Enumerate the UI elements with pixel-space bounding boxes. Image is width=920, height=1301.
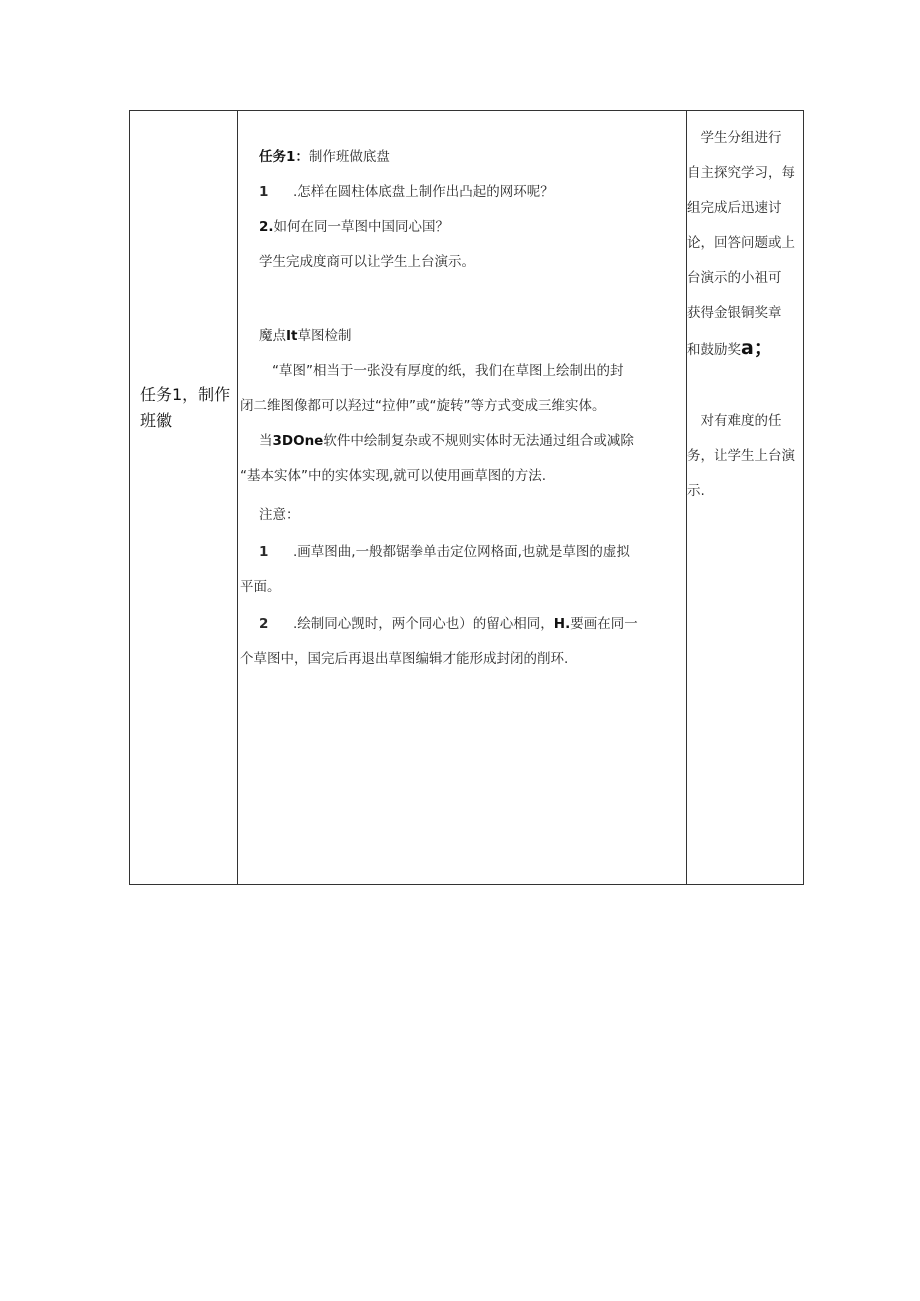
question-2-number: 2.	[259, 219, 274, 235]
note-label: 注意：	[259, 507, 300, 523]
activity-last-text: 和鼓励奖	[687, 342, 741, 358]
paragraph-2-pre: 当	[259, 433, 273, 449]
activity-line: 务，让学生上台演	[687, 448, 795, 464]
section-heading	[259, 324, 351, 344]
question-2	[259, 215, 449, 235]
activity-line: 台演示的小祖可	[687, 270, 782, 286]
note-2-text-bold: H.	[553, 616, 571, 632]
task-heading	[259, 145, 390, 165]
activity-line: 对有难度的任	[687, 413, 782, 429]
activity-cell	[687, 111, 803, 884]
section-heading-bold: It	[286, 328, 298, 344]
note-2-number: 2	[259, 616, 269, 632]
paragraph-2-post: 软件中绘制复杂或不规则实体时无法通过组合或减除	[323, 433, 634, 449]
activity-line: 论，回答问题或上	[687, 235, 795, 251]
students-line: 学生完成度商可以让学生上台演示。	[259, 254, 475, 270]
note-2-line-1	[259, 612, 638, 632]
content-cell	[238, 111, 687, 884]
activity-line-last	[687, 331, 803, 368]
activity-last-mark: a；	[741, 337, 773, 359]
lesson-table	[129, 110, 804, 885]
note-2-line-2: 个草图中，国完后再退出草图编辑才能形成封闭的削环.	[240, 651, 569, 667]
paragraph-2-line-2: “基本实体”中的实体实现,就可以使用画草图的方法.	[240, 468, 547, 484]
activity-paragraph-2	[687, 404, 803, 509]
activity-line: 自主探究学习，每	[687, 165, 795, 181]
note-1-line-2: 平面。	[240, 579, 281, 595]
note-2-text-post: 要画在同一	[570, 616, 638, 632]
paragraph-1-line-2: 闭二维图像都可以羟过“拉伸”或“旋转”等方式变成三维实体。	[240, 398, 606, 414]
activity-line: 获得金银铜奖章	[687, 305, 782, 321]
note-1-line-1	[259, 540, 630, 560]
task-title: 任务1，制作班徽	[140, 385, 231, 430]
task-text: 制作班做底盘	[308, 149, 390, 165]
activity-line: 示.	[687, 483, 705, 499]
section-heading-post: 草图检制	[297, 328, 352, 344]
question-2-text: 如何在同一草图中国同心国？	[273, 219, 450, 235]
note-2-text-pre: .绘制同心觊时，两个同心也）的留心相同，	[293, 616, 554, 632]
question-1-number: 1	[259, 184, 269, 200]
note-1-number: 1	[259, 544, 269, 560]
task-label: 任务1：	[259, 149, 309, 165]
paragraph-1-line-1: “草图”相当于一张没有厚度的纸，我们在草图上绘制出的封	[272, 363, 624, 379]
section-heading-pre: 魔点	[259, 328, 286, 344]
activity-line: 组完成后迅速讨	[687, 200, 782, 216]
question-1	[259, 180, 554, 200]
paragraph-2-line-1	[259, 429, 634, 449]
activity-paragraph-1	[687, 121, 803, 368]
note-1-text: .画草图曲,一般都锯拳单击定位网格面,也就是草图的虚拟	[293, 544, 630, 560]
activity-line: 学生分组进行	[687, 130, 782, 146]
task-title-cell	[130, 111, 238, 884]
software-name: 3DOne	[272, 433, 324, 449]
question-1-text: .怎样在圆柱体底盘上制作出凸起的网环呢？	[293, 184, 554, 200]
